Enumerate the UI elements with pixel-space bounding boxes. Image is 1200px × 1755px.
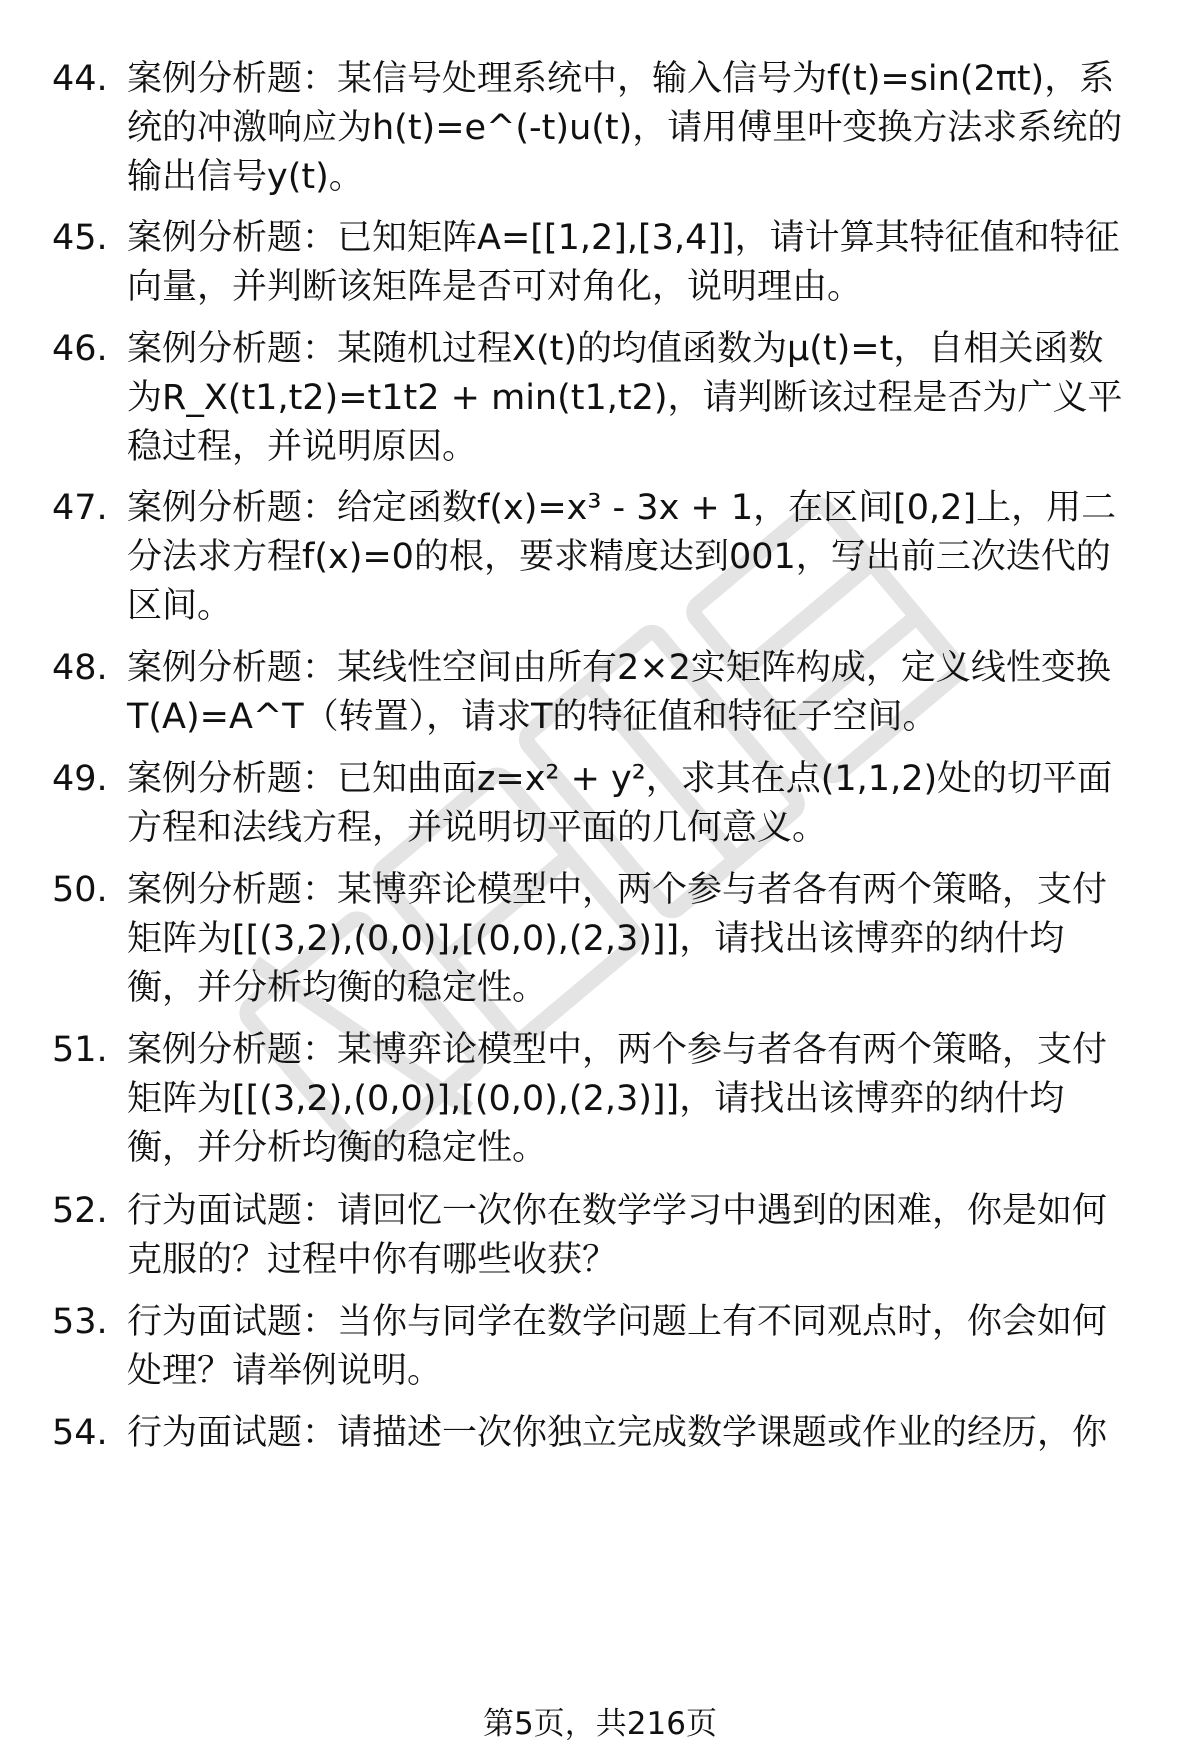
question-text: 案例分析题：已知曲面z=x² + y²，求其在点(1,1,2)处的切平面方程和法线方程，并说明切平面的几何意义。 [127, 759, 1113, 848]
question-text: 案例分析题：某信号处理系统中，输入信号为f(t)=sin(2πt)，系统的冲激响应为h(t)=e^(-t)u(t)，请用傅里叶变换方法求系统的输出信号y(t)。 [127, 59, 1123, 197]
question-text: 案例分析题：某线性空间由所有2×2实矩阵构成，定义线性变换T(A)=A^T（转置），请求T的特征值和特征子空间。 [127, 648, 1111, 737]
question-item [52, 866, 1152, 1013]
question-number: 49. [52, 759, 108, 799]
question-item [52, 644, 1152, 742]
question-number: 50. [52, 870, 108, 910]
question-number: 53. [52, 1302, 108, 1342]
question-item [52, 214, 1152, 312]
question-text: 行为面试题：请描述一次你独立完成数学课题或作业的经历，你 [127, 1413, 1108, 1453]
question-number: 48. [52, 648, 108, 688]
question-item [52, 1187, 1152, 1285]
question-number: 46. [52, 329, 108, 369]
question-number: 51. [52, 1030, 108, 1070]
question-text: 行为面试题：请回忆一次你在数学学习中遇到的困难，你是如何克服的？过程中你有哪些收获？ [127, 1191, 1108, 1280]
page-footer: 第5页，共216页 [483, 1706, 717, 1742]
question-text: 案例分析题：某博弈论模型中，两个参与者各有两个策略，支付矩阵为[[(3,2),(0,0)],[(0,0),(2,3)]]，请找出该博弈的纳什均衡，并分析均衡的稳定性。 [127, 1030, 1108, 1168]
question-number: 52. [52, 1191, 108, 1231]
question-number: 45. [52, 218, 108, 258]
question-item [52, 1298, 1152, 1396]
question-number: 44. [52, 59, 108, 99]
question-text: 案例分析题：给定函数f(x)=x³ - 3x + 1，在区间[0,2]上，用二分法求方程f(x)=0的根，要求精度达到001，写出前三次迭代的区间。 [127, 488, 1117, 626]
question-number: 47. [52, 488, 108, 528]
question-item [52, 755, 1152, 853]
question-number: 54. [52, 1413, 108, 1453]
question-text: 案例分析题：某随机过程X(t)的均值函数为μ(t)=t，自相关函数为R_X(t1,t2)=t1t2 + min(t1,t2)，请判断该过程是否为广义平稳过程，并说明原因。 [127, 329, 1123, 467]
question-item [52, 1026, 1152, 1173]
question-text: 行为面试题：当你与同学在数学问题上有不同观点时，你会如何处理？请举例说明。 [127, 1302, 1108, 1391]
question-item [52, 1409, 1152, 1458]
question-text: 案例分析题：已知矩阵A=[[1,2],[3,4]]，请计算其特征值和特征向量，并判断该矩阵是否可对角化，说明理由。 [127, 218, 1120, 307]
question-item [52, 55, 1152, 202]
question-list [52, 55, 1152, 1458]
question-text: 案例分析题：某博弈论模型中，两个参与者各有两个策略，支付矩阵为[[(3,2),(0,0)],[(0,0),(2,3)]]，请找出该博弈的纳什均衡，并分析均衡的稳定性。 [127, 870, 1108, 1008]
question-item [52, 325, 1152, 472]
question-item [52, 484, 1152, 631]
